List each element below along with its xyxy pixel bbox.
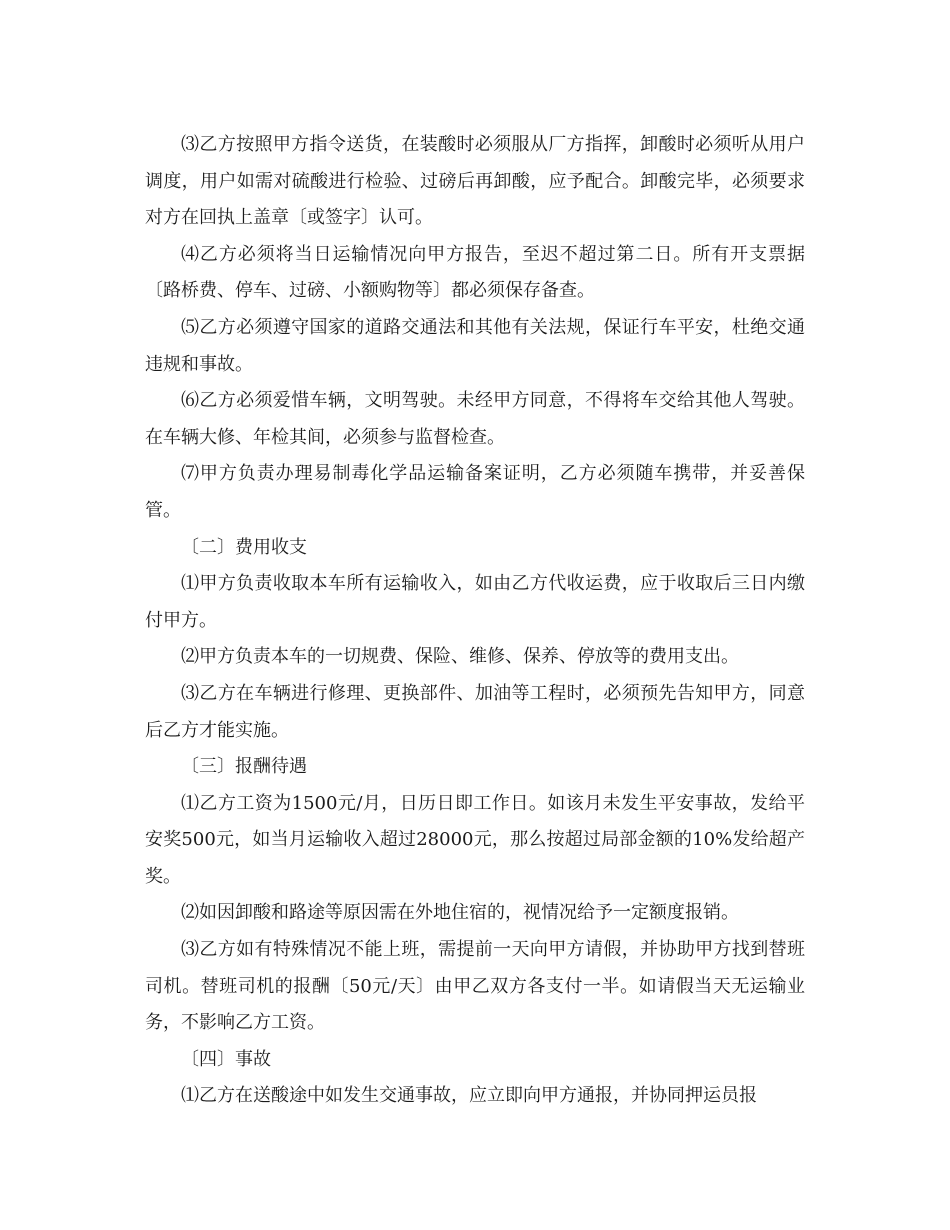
section-heading-compensation: 〔三〕报酬待遇: [181, 756, 307, 778]
clause-paragraph: ⑵甲方负责本车的一切规费、保险、维修、保养、停放等的费用支出。: [181, 646, 739, 668]
clause-paragraph: ⑹乙方必须爱惜车辆，文明驾驶。未经甲方同意，不得将车交给其他人驾驶。在车辆大修、年检其间，必须参与监督检查。: [145, 390, 805, 448]
clause-paragraph: ⑷乙方必须将当日运输情况向甲方报告，至迟不超过第二日。所有开支票据〔路桥费、停车、过磅、小额购物等〕都必须保存备查。: [145, 243, 805, 302]
clause-paragraph: ⑴乙方工资为1500元/月，日历日即工作日。如该月未发生平安事故，发给平安奖500元，如当月运输收入超过28000元，那么按超过局部金额的10%发给超产奖。: [145, 792, 805, 887]
document-body: [145, 127, 805, 1115]
clause-paragraph: ⑺甲方负责办理易制毒化学品运输备案证明，乙方必须随车携带，并妥善保管。: [145, 463, 805, 521]
clause-paragraph: ⑶乙方按照甲方指令送货，在装酸时必须服从厂方指挥，卸酸时必须听从用户调度，用户如需对硫酸进行检验、过磅后再卸酸，应予配合。卸酸完毕，必须要求对方在回执上盖章〔或签字〕认可。: [145, 134, 805, 229]
section-heading-accidents: 〔四〕事故: [181, 1048, 271, 1070]
clause-paragraph: ⑴甲方负责收取本车所有运输收入，如由乙方代收运费，应于收取后三日内缴付甲方。: [145, 573, 805, 631]
clause-paragraph: ⑵如因卸酸和路途等原因需在外地住宿的，视情况给予一定额度报销。: [181, 902, 739, 924]
clause-paragraph: ⑶乙方在车辆进行修理、更换部件、加油等工程时，必须预先告知甲方，同意后乙方才能实施。: [145, 682, 805, 741]
clause-paragraph: ⑸乙方必须遵守国家的道路交通法和其他有关法规，保证行车平安，杜绝交通违规和事故。: [145, 316, 805, 375]
section-heading-fees: 〔二〕费用收支: [181, 536, 307, 558]
clause-paragraph: ⑶乙方如有特殊情况不能上班，需提前一天向甲方请假，并协助甲方找到替班司机。替班司机的报酬〔50元/天〕由甲乙双方各支付一半。如请假当天无运输业务，不影响乙方工资。: [145, 939, 805, 1034]
clause-paragraph: ⑴乙方在送酸途中如发生交通事故，应立即向甲方通报，并协同押运员报: [181, 1085, 757, 1107]
